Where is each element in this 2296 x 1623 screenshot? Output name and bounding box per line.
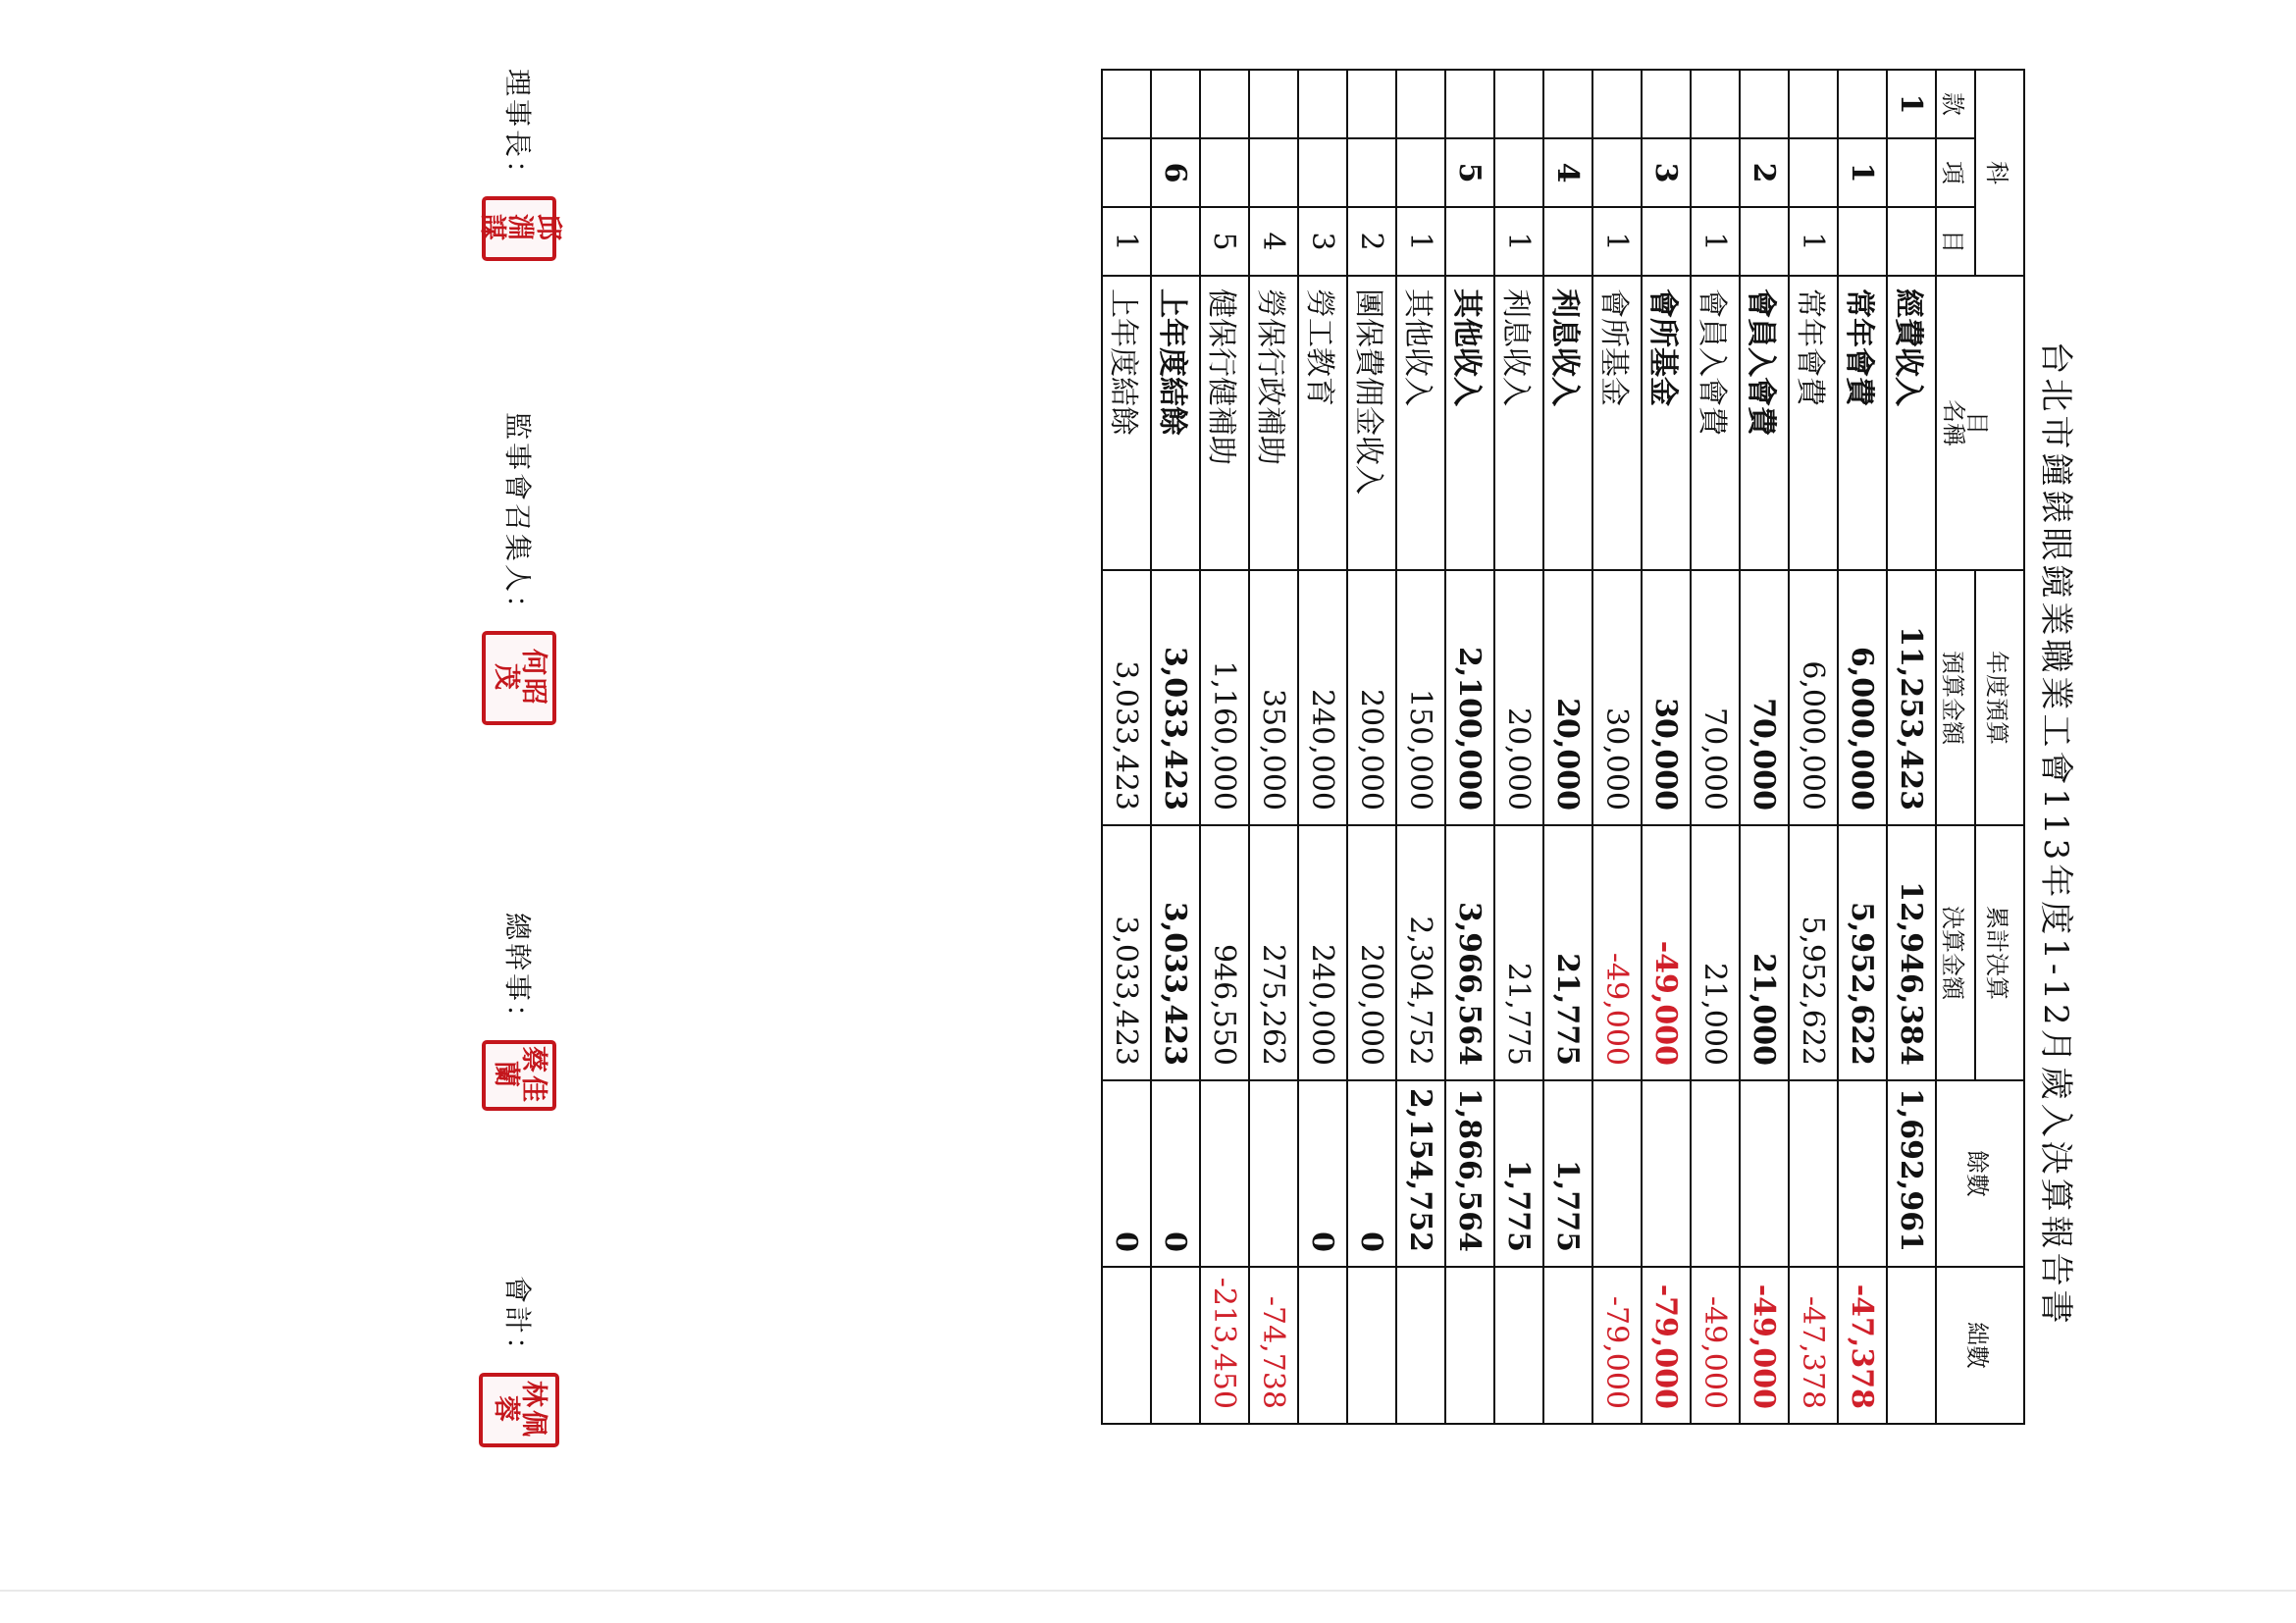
row-surplus [1788, 1079, 1839, 1268]
row-budget: 30,000 [1592, 569, 1643, 826]
row-xiang: 4 [1542, 137, 1593, 208]
row-actual: 3,033,423 [1150, 824, 1201, 1081]
row-actual: 240,000 [1297, 824, 1348, 1081]
rotated-page [475, 0, 2094, 1623]
row-deficit: -47,378 [1837, 1266, 1888, 1425]
row-mu [1542, 206, 1593, 277]
row-surplus: 1,775 [1493, 1079, 1544, 1268]
row-surplus: 2,154,752 [1395, 1079, 1446, 1268]
row-surplus: 0 [1101, 1079, 1152, 1268]
row-surplus [1592, 1079, 1643, 1268]
row-budget: 20,000 [1542, 569, 1593, 826]
row-kuan [1199, 69, 1250, 139]
row-xiang: 3 [1641, 137, 1692, 208]
row-deficit [1101, 1266, 1152, 1425]
row-mu [1641, 206, 1692, 277]
row-deficit [1493, 1266, 1544, 1425]
header-budget-amount: 預算金額 [1935, 569, 1976, 826]
header-item-group: 目 [1935, 275, 2025, 571]
row-actual: 3,033,423 [1101, 824, 1152, 1081]
header-kuan: 款 [1935, 69, 1976, 139]
header-mu: 目 [1935, 206, 1976, 277]
row-deficit: -213,450 [1199, 1266, 1250, 1425]
signature-label: 總幹事： [501, 913, 534, 1035]
signature-row [475, 0, 563, 1590]
signature-item [475, 913, 563, 1111]
row-deficit: -79,000 [1592, 1266, 1643, 1425]
row-mu: 1 [1493, 206, 1544, 277]
red-seal-stamp: 邱淵謀 [482, 196, 556, 261]
page-bottom-rule [0, 1590, 2296, 1592]
row-budget: 70,000 [1739, 569, 1790, 826]
row-name: 會所基金 [1641, 275, 1692, 571]
row-budget: 2,100,000 [1444, 569, 1495, 826]
row-actual: 21,000 [1690, 824, 1741, 1081]
row-name: 利息收入 [1542, 275, 1593, 571]
row-name: 健保行健補助 [1199, 275, 1250, 571]
row-kuan [1444, 69, 1495, 139]
row-actual: 2,304,752 [1395, 824, 1446, 1081]
signature-label: 會計： [501, 1276, 534, 1368]
row-name: 其他收入 [1395, 275, 1446, 571]
row-xiang [1248, 137, 1299, 208]
row-kuan [1395, 69, 1446, 139]
row-kuan [1346, 69, 1397, 139]
row-xiang [1395, 137, 1446, 208]
row-actual: 12,946,384 [1886, 824, 1937, 1081]
row-mu: 4 [1248, 206, 1299, 277]
row-surplus: 0 [1297, 1079, 1348, 1268]
header-subject: 科 [1974, 69, 2025, 277]
row-kuan [1101, 69, 1152, 139]
row-xiang [1788, 137, 1839, 208]
row-deficit [1886, 1266, 1937, 1425]
header-surplus: 餘數 [1935, 1079, 2025, 1268]
row-surplus [1837, 1079, 1888, 1268]
red-seal-stamp: 何昭茂 [482, 631, 556, 725]
row-actual: 3,966,564 [1444, 824, 1495, 1081]
row-surplus [1199, 1079, 1250, 1268]
row-budget: 6,000,000 [1837, 569, 1888, 826]
row-kuan [1493, 69, 1544, 139]
row-xiang: 2 [1739, 137, 1790, 208]
row-kuan [1641, 69, 1692, 139]
row-deficit: -49,000 [1739, 1266, 1790, 1425]
red-seal-stamp: 蔡佳蘭 [482, 1040, 556, 1111]
header-actual-group: 累計決算 [1974, 824, 2025, 1081]
row-xiang [1493, 137, 1544, 208]
row-mu: 2 [1346, 206, 1397, 277]
row-mu [1444, 206, 1495, 277]
row-deficit: -49,000 [1690, 1266, 1741, 1425]
row-kuan [1297, 69, 1348, 139]
row-name: 常年會費 [1788, 275, 1839, 571]
row-kuan [1739, 69, 1790, 139]
red-seal-stamp: 林佩蓉 [479, 1373, 559, 1447]
row-budget: 6,000,000 [1788, 569, 1839, 826]
row-actual: 5,952,622 [1788, 824, 1839, 1081]
row-budget: 1,160,000 [1199, 569, 1250, 826]
row-actual: 200,000 [1346, 824, 1397, 1081]
row-xiang [1690, 137, 1741, 208]
row-surplus: 1,866,564 [1444, 1079, 1495, 1268]
document-title: 台北市鐘錶眼鏡業職業工會113年度1-12月歲入決算報告書 [2036, 340, 2076, 1328]
row-deficit: -47,378 [1788, 1266, 1839, 1425]
row-xiang: 6 [1150, 137, 1201, 208]
row-budget: 30,000 [1641, 569, 1692, 826]
row-surplus: 1,775 [1542, 1079, 1593, 1268]
row-actual: 21,000 [1739, 824, 1790, 1081]
signature-item [475, 412, 563, 725]
row-name: 會員入會費 [1690, 275, 1741, 571]
row-surplus: 1,692,961 [1886, 1079, 1937, 1268]
row-mu [1739, 206, 1790, 277]
row-budget: 20,000 [1493, 569, 1544, 826]
row-name: 上年度結餘 [1150, 275, 1201, 571]
row-budget: 150,000 [1395, 569, 1446, 826]
row-surplus: 0 [1150, 1079, 1201, 1268]
row-surplus [1641, 1079, 1692, 1268]
row-xiang [1297, 137, 1348, 208]
row-name: 利息收入 [1493, 275, 1544, 571]
row-deficit [1444, 1266, 1495, 1425]
row-deficit: -74,738 [1248, 1266, 1299, 1425]
row-surplus [1739, 1079, 1790, 1268]
row-name: 勞保行政補助 [1248, 275, 1299, 571]
row-actual: 275,262 [1248, 824, 1299, 1081]
row-kuan [1788, 69, 1839, 139]
row-kuan [1248, 69, 1299, 139]
row-kuan [1592, 69, 1643, 139]
row-kuan: 1 [1886, 69, 1937, 139]
row-kuan [1542, 69, 1593, 139]
row-xiang: 5 [1444, 137, 1495, 208]
row-surplus [1248, 1079, 1299, 1268]
header-budget-group: 年度預算 [1974, 569, 2025, 826]
row-mu: 3 [1297, 206, 1348, 277]
row-mu: 5 [1199, 206, 1250, 277]
row-mu: 1 [1101, 206, 1152, 277]
row-name: 會所基金 [1592, 275, 1643, 571]
row-name: 常年會費 [1837, 275, 1888, 571]
row-surplus: 0 [1346, 1079, 1397, 1268]
row-budget: 200,000 [1346, 569, 1397, 826]
row-budget: 70,000 [1690, 569, 1741, 826]
row-actual: -49,000 [1592, 824, 1643, 1081]
row-actual: 21,775 [1493, 824, 1544, 1081]
row-deficit [1542, 1266, 1593, 1425]
signature-label: 理事長： [501, 69, 534, 191]
signature-label: 監事會召集人： [501, 412, 534, 626]
row-xiang [1101, 137, 1152, 208]
row-xiang [1592, 137, 1643, 208]
row-budget: 3,033,423 [1101, 569, 1152, 826]
row-name: 其他收入 [1444, 275, 1495, 571]
row-name: 上年度結餘 [1101, 275, 1152, 571]
row-budget: 240,000 [1297, 569, 1348, 826]
row-xiang: 1 [1837, 137, 1888, 208]
row-mu [1886, 206, 1937, 277]
signature-item [475, 69, 563, 261]
row-mu: 1 [1788, 206, 1839, 277]
row-xiang [1199, 137, 1250, 208]
row-deficit [1346, 1266, 1397, 1425]
row-name: 經費收入 [1886, 275, 1937, 571]
row-deficit [1395, 1266, 1446, 1425]
row-name: 團保費佣金收入 [1346, 275, 1397, 571]
row-name: 勞工教育 [1297, 275, 1348, 571]
row-budget: 3,033,423 [1150, 569, 1201, 826]
row-kuan [1690, 69, 1741, 139]
row-kuan [1150, 69, 1201, 139]
signature-item [475, 1276, 563, 1447]
row-actual: 946,550 [1199, 824, 1250, 1081]
row-mu: 1 [1592, 206, 1643, 277]
row-deficit [1150, 1266, 1201, 1425]
header-xiang: 項 [1935, 137, 1976, 208]
row-mu [1150, 206, 1201, 277]
row-deficit: -79,000 [1641, 1266, 1692, 1425]
row-actual: 21,775 [1542, 824, 1593, 1081]
row-actual: -49,000 [1641, 824, 1692, 1081]
row-actual: 5,952,622 [1837, 824, 1888, 1081]
row-name: 會員入會費 [1739, 275, 1790, 571]
header-actual-amount: 決算金額 [1935, 824, 1976, 1081]
row-mu: 1 [1395, 206, 1446, 277]
row-mu: 1 [1690, 206, 1741, 277]
header-name: 名稱 [1935, 275, 1976, 571]
row-kuan [1837, 69, 1888, 139]
row-xiang [1346, 137, 1397, 208]
row-surplus [1690, 1079, 1741, 1268]
row-deficit [1297, 1266, 1348, 1425]
header-deficit: 絀數 [1935, 1266, 2025, 1425]
row-mu [1837, 206, 1888, 277]
row-budget: 11,253,423 [1886, 569, 1937, 826]
row-budget: 350,000 [1248, 569, 1299, 826]
row-xiang [1886, 137, 1937, 208]
